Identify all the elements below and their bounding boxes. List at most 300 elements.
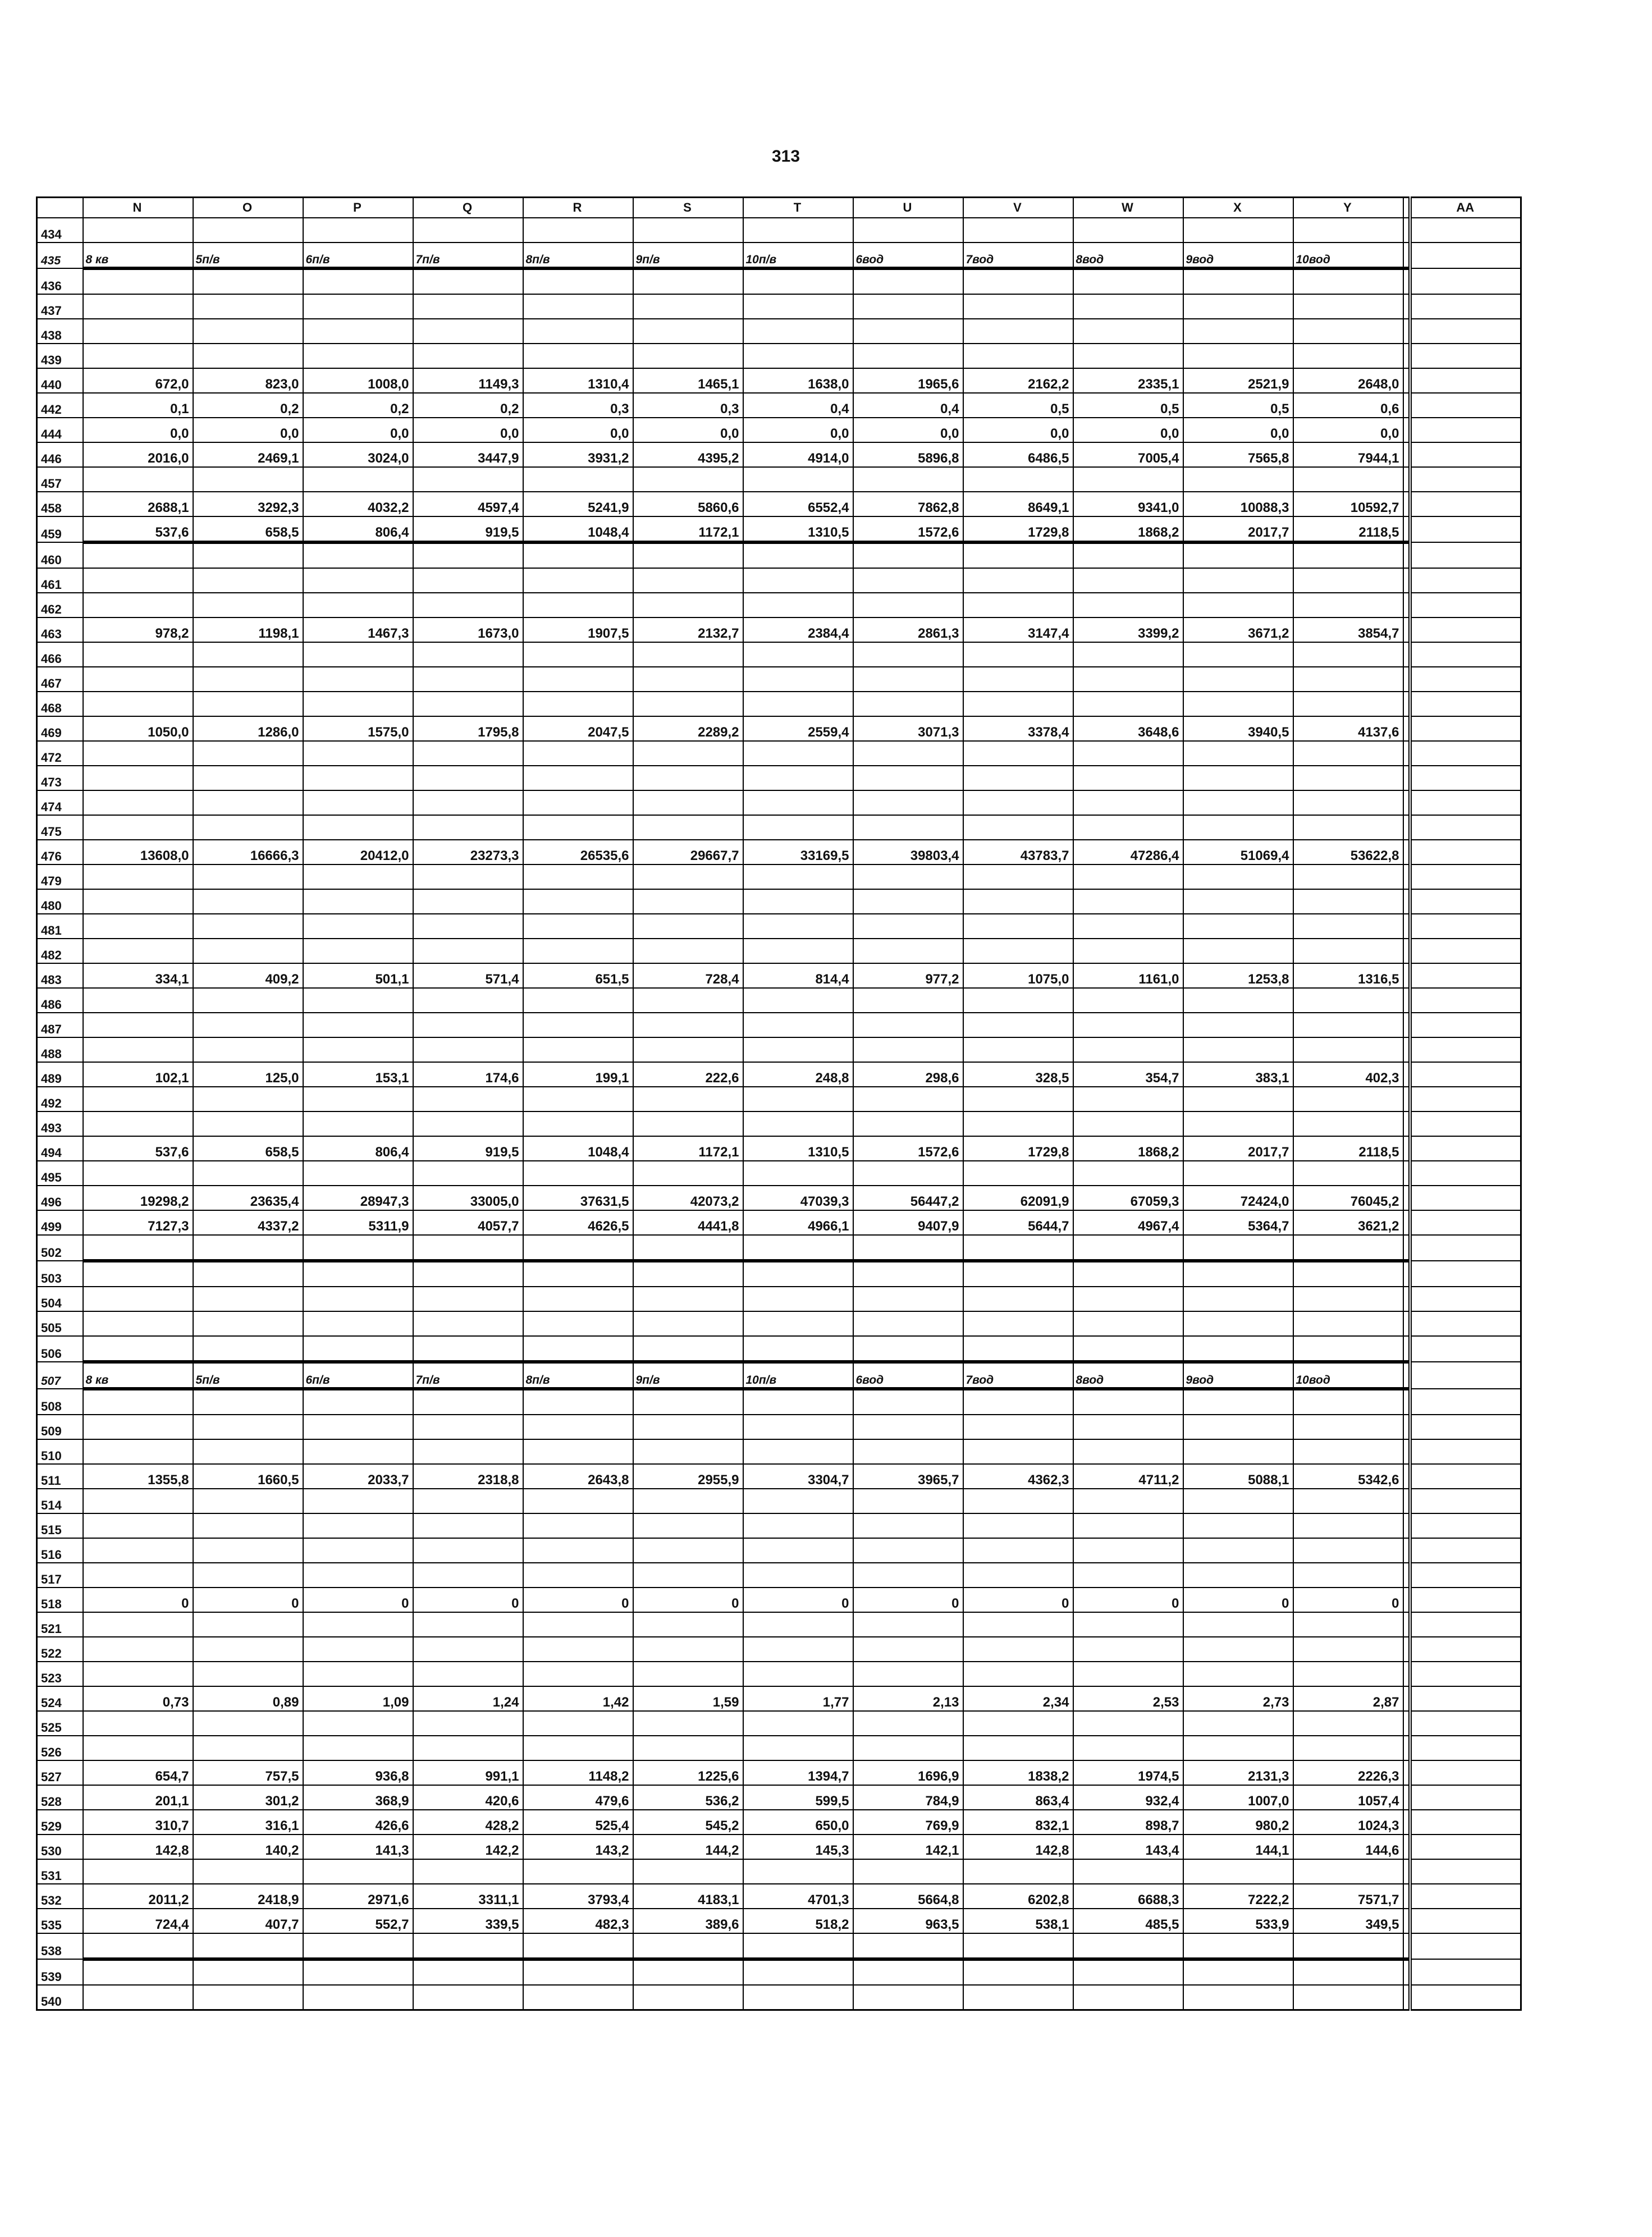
table-cell[interactable]: 16666,3 (193, 840, 303, 864)
table-cell[interactable] (1073, 1037, 1183, 1062)
table-cell[interactable]: 4701,3 (743, 1884, 853, 1909)
table-cell[interactable]: 409,2 (193, 963, 303, 988)
table-cell-aa[interactable] (1410, 593, 1521, 617)
table-cell[interactable] (413, 1513, 523, 1538)
table-cell[interactable]: 354,7 (1073, 1062, 1183, 1087)
table-cell[interactable]: 42073,2 (633, 1186, 743, 1210)
table-cell[interactable]: 1907,5 (523, 617, 633, 642)
table-cell[interactable] (193, 1161, 303, 1186)
table-cell-aa[interactable] (1410, 914, 1521, 939)
table-cell[interactable]: 3311,1 (413, 1884, 523, 1909)
table-cell[interactable]: 5364,7 (1183, 1210, 1293, 1235)
table-cell[interactable]: 145,3 (743, 1835, 853, 1859)
table-cell[interactable] (633, 692, 743, 716)
table-cell[interactable] (413, 1612, 523, 1637)
table-cell[interactable]: 6552,4 (743, 492, 853, 516)
table-cell[interactable] (193, 1933, 303, 1959)
table-cell[interactable] (743, 667, 853, 692)
table-cell[interactable] (1293, 1859, 1403, 1884)
table-cell[interactable] (853, 1336, 963, 1362)
table-cell[interactable]: 1172,1 (633, 516, 743, 542)
row-header[interactable]: 508 (37, 1389, 83, 1415)
table-cell[interactable]: 0 (743, 1588, 853, 1612)
table-cell[interactable] (853, 692, 963, 716)
table-cell[interactable] (1183, 1235, 1293, 1261)
table-cell[interactable]: 1310,4 (523, 368, 633, 393)
table-cell[interactable] (1183, 1933, 1293, 1959)
table-cell-aa[interactable] (1410, 1933, 1521, 1959)
row-header[interactable]: 521 (37, 1612, 83, 1637)
table-cell[interactable] (303, 1389, 413, 1415)
table-cell[interactable] (963, 692, 1073, 716)
table-cell[interactable] (633, 741, 743, 766)
table-cell[interactable]: 0,2 (413, 393, 523, 418)
table-cell[interactable] (1293, 1736, 1403, 1760)
table-cell[interactable] (1183, 1637, 1293, 1662)
table-cell[interactable] (853, 1235, 963, 1261)
row-header[interactable]: 495 (37, 1161, 83, 1186)
row-header[interactable]: 469 (37, 716, 83, 741)
table-cell[interactable] (523, 1637, 633, 1662)
table-cell[interactable]: 47286,4 (1073, 840, 1183, 864)
table-cell[interactable] (1293, 268, 1403, 294)
table-cell[interactable]: 7222,2 (1183, 1884, 1293, 1909)
table-cell[interactable] (1293, 1336, 1403, 1362)
table-cell[interactable]: 0,0 (963, 418, 1073, 442)
table-cell[interactable] (303, 1037, 413, 1062)
table-cell[interactable] (303, 939, 413, 963)
row-header[interactable]: 509 (37, 1415, 83, 1439)
table-cell[interactable] (1293, 1612, 1403, 1637)
table-cell[interactable] (1293, 790, 1403, 815)
table-cell[interactable] (1073, 268, 1183, 294)
table-cell[interactable] (1183, 1859, 1293, 1884)
table-cell[interactable] (413, 815, 523, 840)
table-cell[interactable] (413, 766, 523, 790)
table-cell[interactable]: 651,5 (523, 963, 633, 988)
table-cell[interactable] (1293, 344, 1403, 368)
table-cell[interactable] (523, 1711, 633, 1736)
table-cell[interactable]: 5896,8 (853, 442, 963, 467)
row-header[interactable]: 489 (37, 1062, 83, 1087)
table-cell[interactable] (743, 1111, 853, 1136)
table-cell[interactable] (193, 1037, 303, 1062)
table-cell[interactable] (193, 467, 303, 492)
table-cell[interactable] (853, 319, 963, 344)
column-header-n[interactable]: N (83, 198, 193, 218)
table-cell[interactable] (1073, 790, 1183, 815)
table-cell[interactable] (83, 1736, 193, 1760)
row-header[interactable]: 502 (37, 1235, 83, 1261)
table-cell[interactable] (413, 344, 523, 368)
table-cell[interactable] (193, 1563, 303, 1588)
table-cell[interactable] (853, 1111, 963, 1136)
table-cell-aa[interactable] (1410, 1588, 1521, 1612)
table-cell[interactable] (193, 1235, 303, 1261)
table-cell[interactable] (1073, 1287, 1183, 1311)
table-cell[interactable] (963, 939, 1073, 963)
table-cell[interactable] (523, 593, 633, 617)
table-cell[interactable] (963, 1037, 1073, 1062)
table-cell[interactable] (743, 1538, 853, 1563)
table-cell[interactable] (83, 1336, 193, 1362)
table-cell[interactable] (413, 1336, 523, 1362)
table-cell[interactable] (633, 1111, 743, 1136)
table-cell[interactable]: 4914,0 (743, 442, 853, 467)
row-header[interactable]: 480 (37, 889, 83, 914)
table-cell[interactable] (83, 1513, 193, 1538)
table-cell-aa[interactable] (1410, 1013, 1521, 1037)
row-header[interactable]: 529 (37, 1810, 83, 1835)
table-cell[interactable] (633, 988, 743, 1013)
table-cell[interactable] (1293, 1538, 1403, 1563)
table-cell[interactable] (83, 1389, 193, 1415)
table-cell[interactable] (193, 939, 303, 963)
table-cell-aa[interactable] (1410, 243, 1521, 268)
table-cell[interactable]: 3399,2 (1073, 617, 1183, 642)
table-cell[interactable] (853, 1489, 963, 1513)
row-header[interactable]: 482 (37, 939, 83, 963)
table-cell[interactable] (413, 1489, 523, 1513)
row-header[interactable]: 488 (37, 1037, 83, 1062)
table-cell[interactable] (633, 1311, 743, 1336)
table-cell[interactable] (853, 218, 963, 243)
table-cell[interactable] (523, 1111, 633, 1136)
column-header-o[interactable]: O (193, 198, 303, 218)
table-cell[interactable] (413, 1711, 523, 1736)
table-cell[interactable] (193, 1489, 303, 1513)
table-cell[interactable] (523, 1311, 633, 1336)
table-cell[interactable] (743, 467, 853, 492)
table-cell[interactable] (523, 815, 633, 840)
table-cell[interactable] (743, 1161, 853, 1186)
table-cell[interactable] (523, 1563, 633, 1588)
table-cell[interactable] (1073, 1261, 1183, 1287)
table-cell-aa[interactable] (1410, 1538, 1521, 1563)
row-header[interactable]: 439 (37, 344, 83, 368)
row-header[interactable]: 457 (37, 467, 83, 492)
table-cell[interactable] (853, 294, 963, 319)
table-cell[interactable]: 20412,0 (303, 840, 413, 864)
table-cell[interactable] (743, 1037, 853, 1062)
table-cell[interactable] (1073, 815, 1183, 840)
table-cell-aa[interactable] (1410, 1835, 1521, 1859)
table-cell[interactable] (1183, 790, 1293, 815)
table-cell[interactable] (633, 568, 743, 593)
table-cell[interactable]: 3024,0 (303, 442, 413, 467)
table-cell[interactable]: 650,0 (743, 1810, 853, 1835)
table-cell[interactable] (413, 268, 523, 294)
table-cell[interactable] (963, 218, 1073, 243)
table-cell-aa[interactable] (1410, 268, 1521, 294)
table-cell[interactable] (413, 1235, 523, 1261)
table-cell[interactable] (413, 1013, 523, 1037)
table-cell[interactable] (963, 790, 1073, 815)
table-cell[interactable]: 814,4 (743, 963, 853, 988)
table-cell-aa[interactable] (1410, 1959, 1521, 1985)
table-cell[interactable] (633, 593, 743, 617)
table-cell[interactable]: 2011,2 (83, 1884, 193, 1909)
table-cell[interactable] (633, 1261, 743, 1287)
table-cell[interactable]: 1638,0 (743, 368, 853, 393)
table-cell[interactable]: 2047,5 (523, 716, 633, 741)
table-cell[interactable]: 0 (413, 1588, 523, 1612)
table-cell[interactable] (193, 319, 303, 344)
table-cell[interactable] (413, 692, 523, 716)
table-cell[interactable]: 1024,3 (1293, 1810, 1403, 1835)
table-cell[interactable] (83, 467, 193, 492)
table-cell[interactable]: 919,5 (413, 1136, 523, 1161)
table-cell[interactable] (743, 1235, 853, 1261)
table-cell[interactable]: 806,4 (303, 516, 413, 542)
row-header[interactable]: 511 (37, 1464, 83, 1489)
table-cell[interactable] (193, 1336, 303, 1362)
table-cell[interactable]: 5311,9 (303, 1210, 413, 1235)
table-cell[interactable] (523, 1261, 633, 1287)
table-cell[interactable]: 2318,8 (413, 1464, 523, 1489)
row-header[interactable]: 530 (37, 1835, 83, 1859)
table-cell[interactable] (523, 667, 633, 692)
table-cell[interactable] (633, 1538, 743, 1563)
table-cell[interactable]: 7вод (963, 243, 1073, 268)
table-cell[interactable]: 199,1 (523, 1062, 633, 1087)
table-cell[interactable] (1073, 1415, 1183, 1439)
table-cell[interactable]: 142,8 (83, 1835, 193, 1859)
table-cell[interactable] (1293, 1563, 1403, 1588)
table-cell[interactable] (523, 766, 633, 790)
table-cell[interactable]: 5п/в (193, 243, 303, 268)
table-cell[interactable] (523, 1389, 633, 1415)
table-cell[interactable] (743, 542, 853, 568)
table-cell[interactable] (193, 1111, 303, 1136)
table-cell[interactable]: 6486,5 (963, 442, 1073, 467)
table-cell[interactable] (743, 1261, 853, 1287)
table-cell[interactable] (963, 1087, 1073, 1111)
table-cell[interactable] (1073, 1111, 1183, 1136)
table-cell[interactable] (193, 1612, 303, 1637)
table-cell[interactable] (413, 1161, 523, 1186)
table-cell[interactable] (1293, 1959, 1403, 1985)
table-cell[interactable] (1183, 467, 1293, 492)
table-cell[interactable] (303, 889, 413, 914)
table-cell[interactable]: 33169,5 (743, 840, 853, 864)
row-header[interactable]: 506 (37, 1336, 83, 1362)
table-cell[interactable] (83, 568, 193, 593)
table-cell[interactable] (523, 218, 633, 243)
table-cell-aa[interactable] (1410, 1287, 1521, 1311)
row-header[interactable]: 518 (37, 1588, 83, 1612)
table-cell[interactable] (83, 864, 193, 889)
table-cell[interactable]: 571,4 (413, 963, 523, 988)
table-cell[interactable] (83, 1415, 193, 1439)
table-cell[interactable]: 67059,3 (1073, 1186, 1183, 1210)
table-cell[interactable] (413, 1311, 523, 1336)
table-cell-aa[interactable] (1410, 815, 1521, 840)
table-cell[interactable] (303, 1439, 413, 1464)
table-cell[interactable] (523, 692, 633, 716)
table-cell[interactable] (303, 914, 413, 939)
table-cell[interactable] (303, 1161, 413, 1186)
table-cell[interactable]: 0,73 (83, 1686, 193, 1711)
table-cell[interactable] (743, 864, 853, 889)
table-cell[interactable] (1183, 988, 1293, 1013)
table-cell[interactable]: 479,6 (523, 1785, 633, 1810)
table-cell[interactable] (853, 1985, 963, 2010)
table-cell[interactable] (303, 1111, 413, 1136)
row-header[interactable]: 538 (37, 1933, 83, 1959)
table-cell[interactable]: 2559,4 (743, 716, 853, 741)
table-cell[interactable] (853, 766, 963, 790)
table-cell[interactable] (413, 864, 523, 889)
table-cell[interactable] (963, 1415, 1073, 1439)
table-cell[interactable] (853, 344, 963, 368)
column-header-gap[interactable] (1403, 198, 1410, 218)
table-cell[interactable] (1293, 1037, 1403, 1062)
table-cell[interactable] (193, 218, 303, 243)
table-cell[interactable] (963, 815, 1073, 840)
table-cell[interactable] (83, 766, 193, 790)
table-cell-aa[interactable] (1410, 1235, 1521, 1261)
table-cell[interactable]: 1868,2 (1073, 516, 1183, 542)
table-cell[interactable]: 658,5 (193, 1136, 303, 1161)
table-cell[interactable] (743, 815, 853, 840)
table-cell[interactable]: 482,3 (523, 1909, 633, 1933)
table-cell[interactable]: 2955,9 (633, 1464, 743, 1489)
table-cell-aa[interactable] (1410, 344, 1521, 368)
table-cell[interactable] (523, 1612, 633, 1637)
table-cell-aa[interactable] (1410, 988, 1521, 1013)
table-cell[interactable]: 6202,8 (963, 1884, 1073, 1909)
table-cell[interactable] (83, 939, 193, 963)
table-cell[interactable]: 832,1 (963, 1810, 1073, 1835)
table-cell[interactable]: 1310,5 (743, 1136, 853, 1161)
table-cell[interactable] (413, 790, 523, 815)
table-cell[interactable]: 1198,1 (193, 617, 303, 642)
table-cell[interactable]: 1467,3 (303, 617, 413, 642)
table-cell[interactable] (633, 864, 743, 889)
table-cell[interactable] (523, 988, 633, 1013)
table-cell-aa[interactable] (1410, 1210, 1521, 1235)
table-cell[interactable]: 4362,3 (963, 1464, 1073, 1489)
table-cell[interactable] (413, 1563, 523, 1588)
table-cell[interactable] (743, 1287, 853, 1311)
table-cell[interactable] (1293, 889, 1403, 914)
table-cell[interactable]: 1965,6 (853, 368, 963, 393)
table-cell[interactable] (853, 914, 963, 939)
table-cell[interactable] (1183, 1711, 1293, 1736)
table-cell[interactable] (523, 1013, 633, 1037)
table-cell[interactable]: 3378,4 (963, 716, 1073, 741)
table-cell[interactable]: 6688,3 (1073, 1884, 1183, 1909)
table-cell[interactable] (83, 1037, 193, 1062)
row-header[interactable]: 460 (37, 542, 83, 568)
table-cell[interactable] (1183, 1287, 1293, 1311)
table-cell[interactable] (523, 642, 633, 667)
table-cell[interactable] (413, 1959, 523, 1985)
row-header[interactable]: 540 (37, 1985, 83, 2010)
table-cell[interactable]: 1172,1 (633, 1136, 743, 1161)
table-cell[interactable] (413, 914, 523, 939)
table-cell[interactable]: 13608,0 (83, 840, 193, 864)
table-cell[interactable] (853, 1612, 963, 1637)
table-cell[interactable] (83, 1662, 193, 1686)
table-cell[interactable] (303, 741, 413, 766)
table-cell-aa[interactable] (1410, 840, 1521, 864)
table-cell[interactable] (193, 1662, 303, 1686)
table-cell[interactable] (523, 790, 633, 815)
table-cell[interactable]: 7127,3 (83, 1210, 193, 1235)
table-cell[interactable]: 102,1 (83, 1062, 193, 1087)
table-cell[interactable]: 2335,1 (1073, 368, 1183, 393)
table-cell[interactable]: 0,0 (523, 418, 633, 442)
row-header[interactable]: 466 (37, 642, 83, 667)
table-cell[interactable] (853, 1959, 963, 1985)
table-cell[interactable]: 1838,2 (963, 1760, 1073, 1785)
table-cell-aa[interactable] (1410, 1062, 1521, 1087)
table-cell[interactable]: 823,0 (193, 368, 303, 393)
table-cell[interactable] (193, 1637, 303, 1662)
table-cell[interactable] (83, 741, 193, 766)
table-cell-aa[interactable] (1410, 864, 1521, 889)
row-header[interactable]: 472 (37, 741, 83, 766)
table-cell[interactable] (193, 1711, 303, 1736)
table-cell[interactable] (303, 467, 413, 492)
table-cell-aa[interactable] (1410, 1186, 1521, 1210)
table-cell[interactable] (853, 542, 963, 568)
table-cell[interactable]: 769,9 (853, 1810, 963, 1835)
table-cell[interactable] (193, 790, 303, 815)
table-cell[interactable] (523, 1287, 633, 1311)
table-cell[interactable]: 0 (633, 1588, 743, 1612)
table-cell[interactable]: 4032,2 (303, 492, 413, 516)
table-cell[interactable] (633, 467, 743, 492)
table-cell[interactable]: 8 кв (83, 1362, 193, 1389)
table-cell[interactable]: 536,2 (633, 1785, 743, 1810)
table-cell[interactable] (523, 1235, 633, 1261)
table-cell[interactable] (413, 1637, 523, 1662)
table-cell-aa[interactable] (1410, 568, 1521, 593)
table-cell[interactable]: 2289,2 (633, 716, 743, 741)
table-cell-aa[interactable] (1410, 1336, 1521, 1362)
table-cell[interactable] (1293, 593, 1403, 617)
table-cell[interactable]: 420,6 (413, 1785, 523, 1810)
table-cell[interactable]: 349,5 (1293, 1909, 1403, 1933)
table-cell[interactable] (633, 294, 743, 319)
table-cell-aa[interactable] (1410, 218, 1521, 243)
table-cell[interactable] (523, 294, 633, 319)
table-cell[interactable]: 142,2 (413, 1835, 523, 1859)
table-cell[interactable] (523, 467, 633, 492)
table-cell[interactable]: 51069,4 (1183, 840, 1293, 864)
table-cell[interactable] (633, 889, 743, 914)
table-cell[interactable] (303, 1513, 413, 1538)
table-cell[interactable] (413, 1037, 523, 1062)
table-cell[interactable] (1183, 1013, 1293, 1037)
table-cell[interactable]: 53622,8 (1293, 840, 1403, 864)
table-cell[interactable] (193, 766, 303, 790)
table-cell[interactable] (743, 741, 853, 766)
table-cell[interactable] (1073, 1959, 1183, 1985)
table-cell[interactable] (743, 988, 853, 1013)
table-cell[interactable] (633, 268, 743, 294)
table-cell[interactable] (193, 1736, 303, 1760)
table-cell-aa[interactable] (1410, 939, 1521, 963)
table-cell[interactable] (413, 1087, 523, 1111)
table-cell-aa[interactable] (1410, 1810, 1521, 1835)
table-cell[interactable] (523, 741, 633, 766)
table-cell[interactable] (303, 319, 413, 344)
table-cell-aa[interactable] (1410, 492, 1521, 516)
